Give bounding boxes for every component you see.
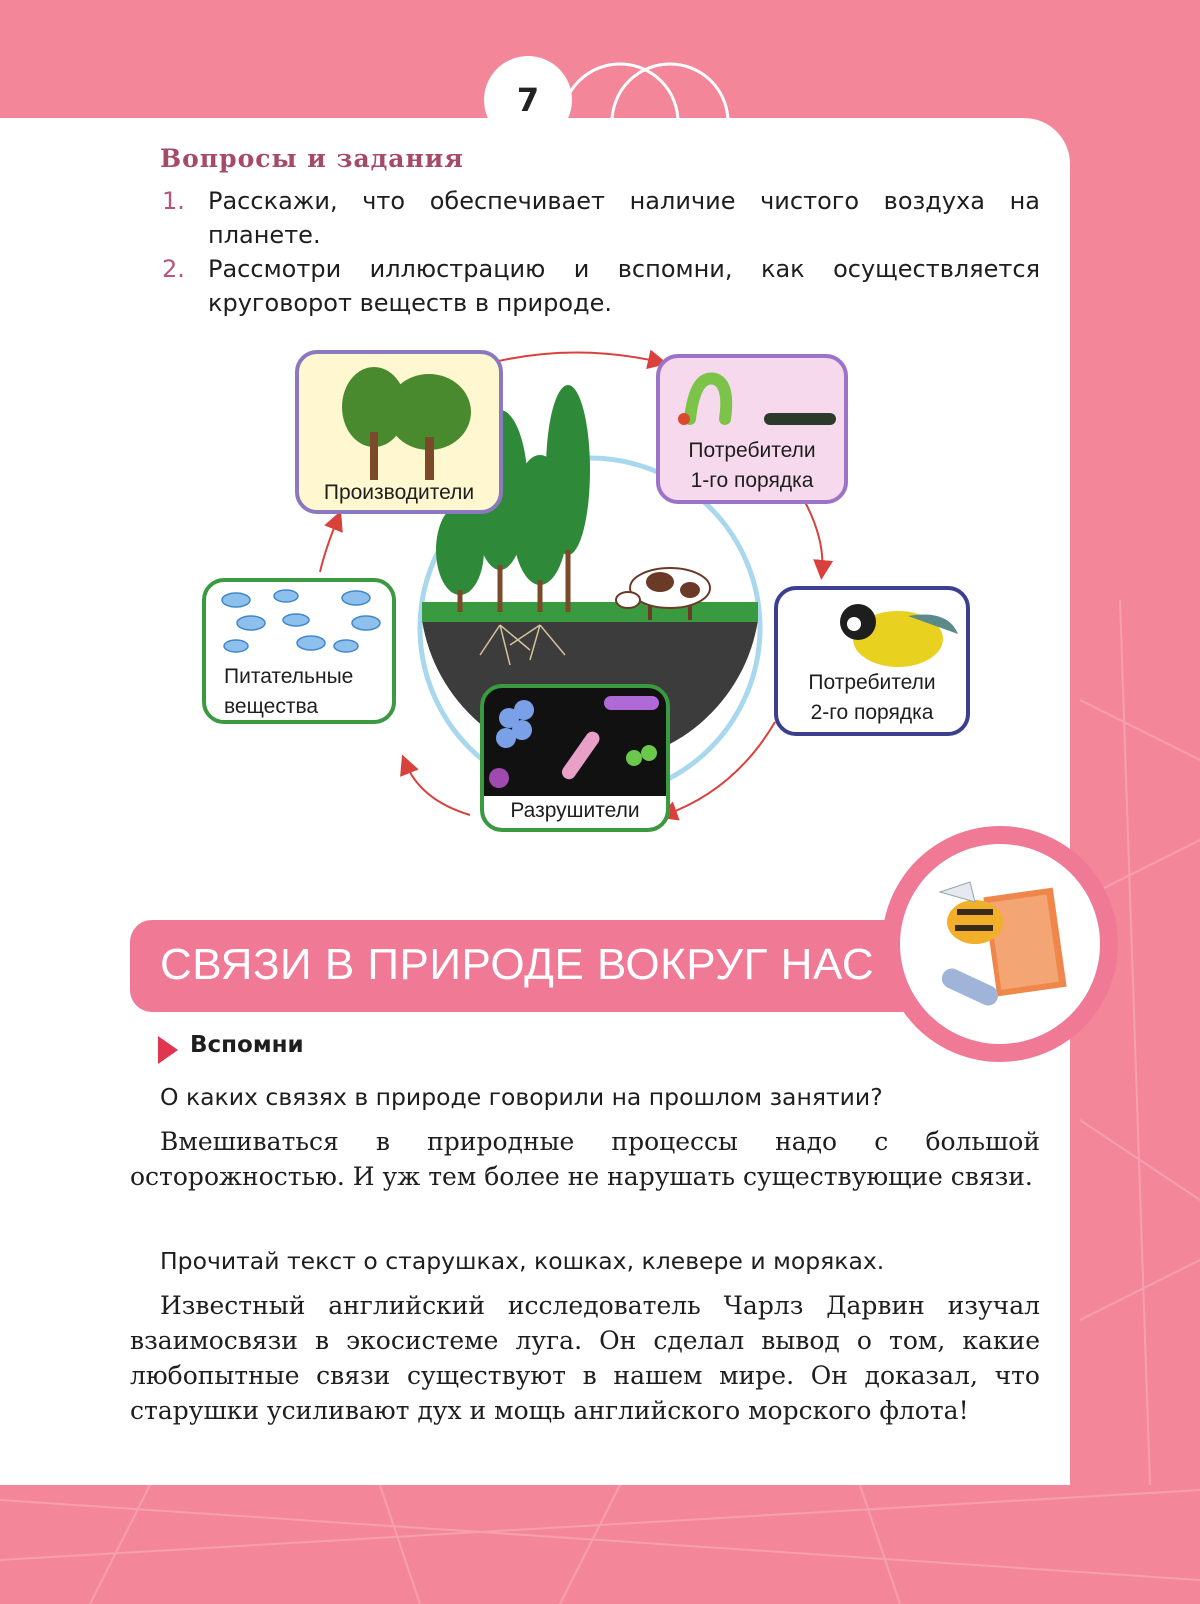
nutrient-cycle-diagram — [200, 350, 980, 860]
consumers1-label-line2: 1-го порядка — [690, 469, 814, 492]
recall-question: О каких связях в природе говорили на прошлом занятии? — [160, 1083, 883, 1111]
decomposers-box — [480, 684, 670, 832]
producers-box — [295, 350, 503, 514]
question-text: Рассмотри иллюстрацию и вспомни, как осуществляется круговорот веществ в природе. — [208, 255, 1040, 317]
decorative-rings — [560, 52, 750, 132]
questions-list — [160, 184, 1040, 320]
decomposers-label: Разрушители — [484, 796, 666, 828]
section-title: СВЯЗИ В ПРИРОДЕ ВОКРУГ НАС — [160, 940, 875, 989]
question-item — [160, 252, 1040, 320]
consumers1-label-line1: Потребители — [688, 439, 816, 462]
consumers2-label-line2: 2-го порядка — [810, 701, 934, 724]
recall-label: Вспомни — [190, 1032, 304, 1058]
tit-bird-icon — [818, 594, 968, 674]
paragraph-1: Вмешиваться в природные процессы надо с большой осторожностью. И уж тем более не нарушать существующие связи. — [130, 1127, 1040, 1191]
question-number: 2. — [162, 255, 185, 283]
nutrients-label-line1: Питательные — [224, 665, 354, 688]
consumers2-label-line1: Потребители — [808, 671, 936, 694]
producers-label: Производители — [323, 481, 475, 504]
bee-book-icon — [935, 862, 1075, 1012]
nutrient-cells-icon — [216, 588, 390, 658]
consumers2-box — [774, 586, 970, 736]
questions-title: Вопросы и задания — [160, 144, 464, 173]
question-item — [160, 184, 1040, 252]
question-number: 1. — [162, 187, 185, 215]
question-text: Расскажи, что обеспечивает наличие чистого воздуха на планете. — [208, 187, 1040, 249]
trees-icon — [329, 362, 479, 482]
nutrients-box — [202, 578, 396, 724]
page-number: 7 — [484, 56, 572, 144]
paragraph-3: Известный английский исследователь Чарлз Дарвин изучал взаимосвязи в экосистеме луга. Он сделал вывод о том, какие любопытные связи существуют в нашем мире. Он доказал, что старушки усиливают дух и мощь английского морского флота! — [130, 1291, 1040, 1425]
nutrients-label-line2: вещества — [224, 695, 319, 718]
consumers1-box — [656, 354, 848, 504]
caterpillar-icon — [670, 364, 840, 434]
paragraph-2: Прочитай текст о старушках, кошках, клевере и моряках. — [160, 1247, 885, 1275]
bacteria-icon — [484, 688, 670, 798]
